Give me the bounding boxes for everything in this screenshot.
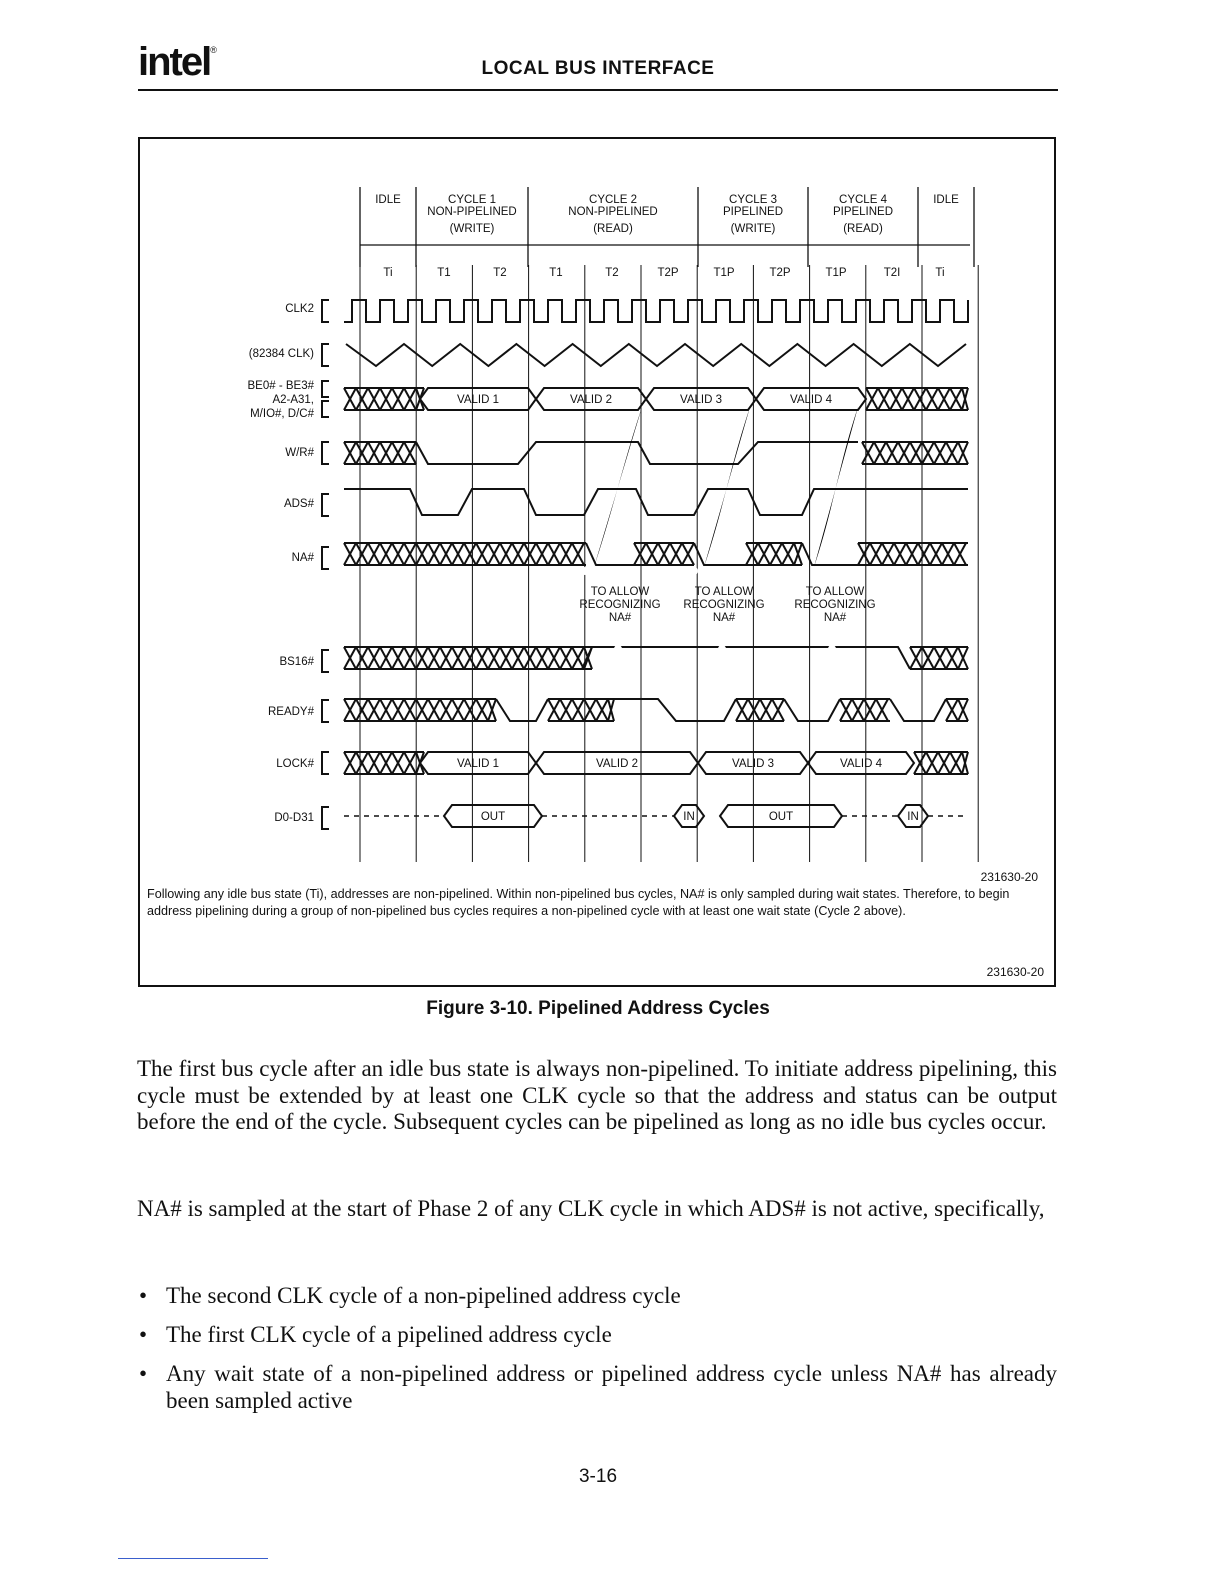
cycle-type: PIPELINED bbox=[722, 206, 784, 218]
valid-label: IN bbox=[907, 811, 919, 823]
bs16-unknown bbox=[910, 647, 968, 669]
signal-bracket bbox=[322, 547, 329, 569]
signal-label: READY# bbox=[267, 706, 314, 718]
na-unknown bbox=[746, 543, 802, 565]
na-notes bbox=[579, 407, 880, 653]
valid-label: VALID 2 bbox=[596, 758, 638, 770]
sample-point bbox=[581, 567, 589, 575]
signal-bracket bbox=[322, 442, 329, 464]
note-text: RECOGNIZING bbox=[579, 599, 661, 611]
state-label: T1 bbox=[437, 267, 451, 279]
waveforms bbox=[344, 300, 968, 827]
na-active bbox=[802, 543, 858, 565]
signal-label: A2-A31, bbox=[272, 394, 314, 406]
signal-bracket bbox=[322, 494, 329, 516]
list-item: • Any wait state of a non-pipelined address or pipelined address cycle unless NA# has already been sampled active bbox=[139, 1361, 1057, 1413]
ads-waveform bbox=[344, 489, 968, 515]
cycle-direction: (WRITE) bbox=[449, 223, 495, 235]
signal-labels bbox=[248, 300, 329, 829]
figure-title: Figure 3-10. Pipelined Address Cycles bbox=[426, 998, 770, 1019]
cycle-label: CYCLE 1 bbox=[448, 194, 496, 206]
signal-bracket bbox=[322, 381, 329, 397]
state-label: T1 bbox=[549, 267, 563, 279]
valid-label: VALID 4 bbox=[840, 758, 882, 770]
sampling-conditions-list bbox=[137, 1283, 1057, 1427]
sample-point bbox=[690, 567, 698, 575]
state-label: T2P bbox=[657, 267, 679, 279]
state-label: Ti bbox=[935, 267, 945, 279]
na-active bbox=[694, 543, 746, 565]
sample-point bbox=[718, 645, 726, 653]
ready-unknown bbox=[946, 699, 968, 721]
cycle-type: NON-PIPELINED bbox=[427, 206, 517, 218]
sample-point bbox=[614, 645, 622, 653]
cycle-type: PIPELINED bbox=[832, 206, 894, 218]
figure-id: 231630-20 bbox=[980, 870, 1038, 884]
signal-label: W/R# bbox=[285, 447, 314, 459]
ready-unknown bbox=[548, 699, 614, 721]
signal-label: M/IO#, D/C# bbox=[250, 408, 314, 420]
signal-bracket bbox=[322, 401, 329, 417]
valid-label: VALID 3 bbox=[680, 394, 722, 406]
signal-bracket bbox=[322, 807, 329, 829]
bs16-waveform bbox=[582, 647, 910, 669]
cycle-label: CYCLE 2 bbox=[589, 194, 637, 206]
state-labels bbox=[383, 267, 944, 279]
state-label: T1P bbox=[713, 267, 735, 279]
ready-waveform bbox=[496, 699, 548, 721]
sample-point bbox=[828, 645, 836, 653]
valid-label: OUT bbox=[768, 811, 794, 823]
state-label: T1P bbox=[825, 267, 847, 279]
note-text: NA# bbox=[712, 612, 736, 624]
address-unknown bbox=[344, 388, 424, 410]
signal-label: D0-D31 bbox=[274, 812, 314, 824]
signal-label: LOCK# bbox=[276, 758, 314, 770]
timing-diagram bbox=[138, 137, 1056, 872]
figure-note: Following any idle bus state (Ti), addresses are non-pipelined. Within non-pipelined bus cycles, NA# is only sampled during wait states. Therefore, to begin address pipelining during a group of non-pipelined bus cycles requires a non-pipelined cycle with at least one wait state (Cycle 2 above). bbox=[147, 887, 1010, 918]
state-label: T2P bbox=[769, 267, 791, 279]
valid-label: VALID 2 bbox=[570, 394, 612, 406]
wr-unknown bbox=[344, 442, 416, 464]
na-unknown bbox=[344, 543, 586, 565]
valid-label: VALID 4 bbox=[790, 394, 832, 406]
sample-point bbox=[800, 567, 808, 575]
list-item: • The second CLK cycle of a non-pipelined address cycle bbox=[139, 1283, 681, 1308]
lock-unknown bbox=[344, 752, 424, 774]
valid-label: OUT bbox=[480, 811, 506, 823]
list-item: • The first CLK cycle of a pipelined address cycle bbox=[139, 1322, 612, 1347]
valid-label: VALID 3 bbox=[732, 758, 774, 770]
note-text: NA# bbox=[823, 612, 847, 624]
ready-waveform bbox=[784, 699, 840, 721]
figure-id-bottom: 231630-20 bbox=[986, 965, 1044, 979]
footer-rule bbox=[118, 1558, 268, 1559]
signal-label: (82384 CLK) bbox=[248, 348, 314, 360]
clk2-waveform bbox=[344, 300, 968, 322]
sample-curve bbox=[814, 407, 858, 567]
cycle-label: CYCLE 4 bbox=[839, 194, 887, 206]
ready-unknown bbox=[736, 699, 784, 721]
valid-label: VALID 1 bbox=[457, 394, 499, 406]
state-label: T2 bbox=[493, 267, 507, 279]
page-number: 3-16 bbox=[578, 1466, 618, 1487]
cycle-direction: (READ) bbox=[843, 223, 883, 235]
signal-label: CLK2 bbox=[285, 303, 314, 315]
signal-label: ADS# bbox=[283, 498, 314, 510]
note-text: NA# bbox=[608, 612, 632, 624]
cycle-label: CYCLE 3 bbox=[729, 194, 777, 206]
na-unknown bbox=[634, 543, 694, 565]
address-unknown bbox=[866, 388, 968, 410]
ready-waveform bbox=[890, 699, 946, 721]
state-label: T2I bbox=[883, 267, 901, 279]
wr-waveform bbox=[416, 442, 858, 464]
state-label: T2 bbox=[605, 267, 619, 279]
cycle-direction: (WRITE) bbox=[730, 223, 776, 235]
cycle-direction: (READ) bbox=[593, 223, 633, 235]
cycle-headers bbox=[360, 187, 974, 267]
note-text: RECOGNIZING bbox=[683, 599, 765, 611]
ready-waveform bbox=[614, 699, 736, 721]
cycle-label: IDLE bbox=[933, 194, 959, 206]
intel-logo: intel® bbox=[138, 40, 215, 84]
cycle-label: IDLE bbox=[375, 194, 401, 206]
na-unknown bbox=[858, 543, 968, 565]
note-text: TO ALLOW bbox=[694, 586, 754, 598]
signal-bracket bbox=[322, 300, 329, 322]
wr-unknown bbox=[862, 442, 968, 464]
signal-bracket bbox=[322, 700, 329, 722]
paragraph-na-sampling: NA# is sampled at the start of Phase 2 of any CLK cycle in which ADS# is not active, specifically, bbox=[137, 1196, 1045, 1221]
signal-label: BE0# - BE3# bbox=[247, 380, 314, 392]
ready-unknown bbox=[344, 699, 496, 721]
bs16-unknown bbox=[344, 647, 592, 669]
signal-bracket bbox=[322, 344, 329, 366]
valid-label: VALID 1 bbox=[457, 758, 499, 770]
page-header-title: LOCAL BUS INTERFACE bbox=[481, 58, 715, 79]
signal-label: NA# bbox=[291, 552, 314, 564]
clk-waveform bbox=[346, 344, 966, 366]
note-text: TO ALLOW bbox=[805, 586, 865, 598]
header-rule bbox=[138, 89, 1058, 91]
paragraph-pipelining: The first bus cycle after an idle bus state is always non-pipelined. To initiate address pipelining, this cycle must be extended by at least one CLK cycle so that the address and status can be output before the end of the cycle. Subsequent cycles can be pipelined as long as no idle bus cycles occur. bbox=[137, 1056, 1057, 1134]
signal-bracket bbox=[322, 752, 329, 774]
cycle-type: NON-PIPELINED bbox=[568, 206, 658, 218]
signal-bracket bbox=[322, 650, 329, 672]
note-text: TO ALLOW bbox=[590, 586, 650, 598]
signal-label: BS16# bbox=[279, 656, 314, 668]
sample-curve bbox=[704, 407, 750, 567]
na-active bbox=[586, 543, 634, 565]
state-label: Ti bbox=[383, 267, 393, 279]
valid-label: IN bbox=[683, 811, 695, 823]
note-text: RECOGNIZING bbox=[794, 599, 876, 611]
ready-unknown bbox=[840, 699, 890, 721]
